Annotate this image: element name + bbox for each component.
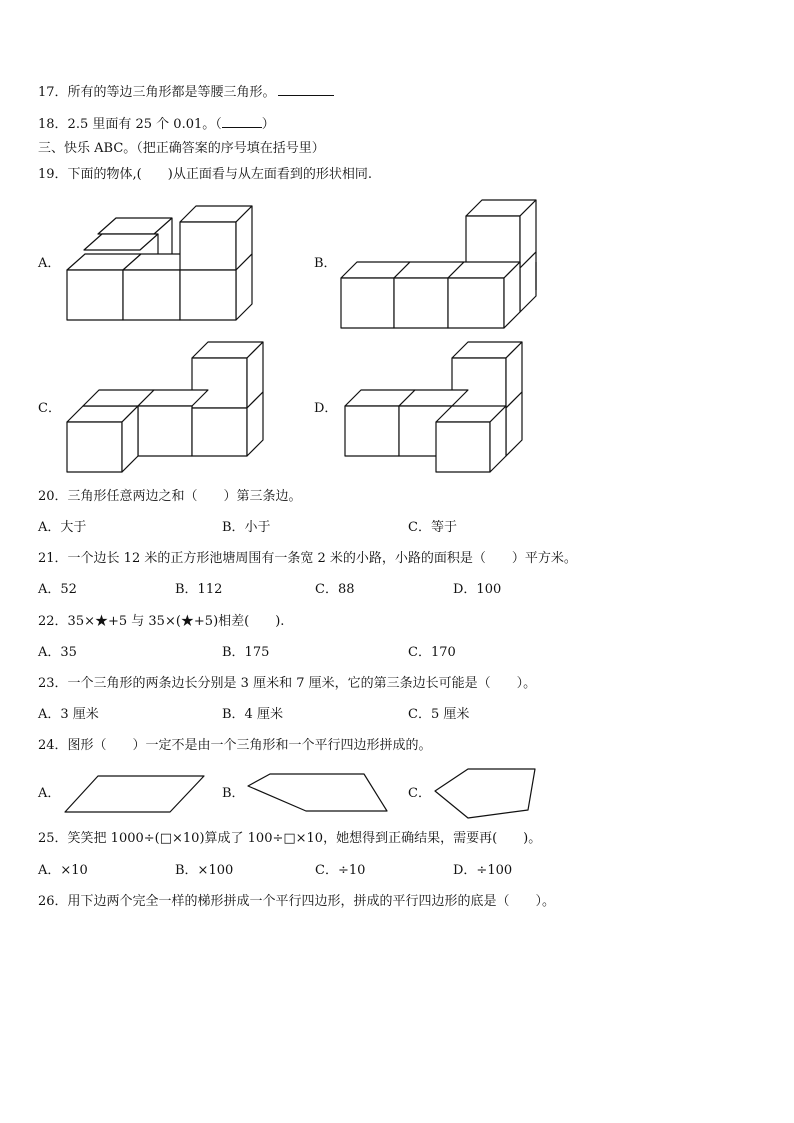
question-number: 19． [38, 167, 68, 182]
question-number: 26． [38, 894, 68, 909]
question-number: 21． [38, 551, 68, 566]
question-text: 下面的物体,( )从正面看与从左面看到的形状相同. [67, 167, 372, 182]
cube-figure-b [338, 196, 544, 330]
question-19 [38, 166, 372, 184]
question-text: 2.5 里面有 25 个 0.01。（ [67, 117, 222, 132]
question-25 [38, 830, 541, 848]
question-24 [38, 737, 432, 755]
option-c[interactable]: C．等于 [408, 520, 457, 535]
question-number: 22． [38, 614, 68, 629]
option-c-label[interactable]: C． [38, 401, 61, 416]
pentagon-shape-c [432, 766, 538, 822]
question-text: 图形（ ）一定不是由一个三角形和一个平行四边形拼成的。 [67, 738, 432, 753]
answer-blank[interactable] [278, 83, 334, 96]
question-text: 三角形任意两边之和（ ）第三条边。 [67, 489, 302, 504]
option-a[interactable]: A．大于 [38, 520, 87, 535]
question-26 [38, 893, 555, 911]
option-c[interactable]: C．5 厘米 [408, 707, 470, 722]
option-c[interactable]: C．88 [315, 582, 355, 597]
question-text-end: ） [261, 117, 275, 132]
option-b-label[interactable]: B． [222, 786, 245, 801]
question-text: 35×★+5 与 35×(★+5)相差( ). [67, 614, 285, 629]
question-number: 18． [38, 117, 68, 132]
question-text: 所有的等边三角形都是等腰三角形。 [67, 85, 276, 100]
question-23 [38, 675, 536, 693]
question-18 [38, 115, 275, 134]
question-text: 一个边长 12 米的正方形池塘周围有一条宽 2 米的小路，小路的面积是（ ）平方米。 [67, 551, 577, 566]
option-c[interactable]: C．170 [408, 645, 456, 660]
answer-blank[interactable] [222, 115, 262, 128]
question-21 [38, 550, 577, 568]
option-d[interactable]: D．÷100 [453, 863, 513, 878]
option-d-label[interactable]: D． [314, 401, 338, 416]
question-number: 20． [38, 489, 68, 504]
option-b[interactable]: B．175 [222, 645, 270, 660]
option-a[interactable]: A．×10 [38, 863, 88, 878]
option-b[interactable]: B．小于 [222, 520, 271, 535]
section-heading: 三、快乐 ABC。（把正确答案的序号填在括号里） [38, 141, 325, 156]
question-number: 25． [38, 831, 68, 846]
option-b-label[interactable]: B． [314, 256, 337, 271]
option-a-label[interactable]: A． [38, 786, 61, 801]
question-number: 24． [38, 738, 68, 753]
pentagon-shape-b [244, 770, 390, 816]
option-c[interactable]: C．÷10 [315, 863, 366, 878]
question-17 [38, 83, 334, 102]
option-a-label[interactable]: A． [38, 256, 61, 271]
question-22 [38, 613, 284, 631]
option-b[interactable]: B．4 厘米 [222, 707, 283, 722]
option-a[interactable]: A．35 [38, 645, 77, 660]
question-number: 23． [38, 676, 68, 691]
option-b[interactable]: B．×100 [175, 863, 234, 878]
cube-figure-c [60, 340, 266, 474]
cube-figure-d [340, 340, 530, 474]
question-text: 一个三角形的两条边长分别是 3 厘米和 7 厘米，它的第三条边长可能是（ ）。 [67, 676, 537, 691]
question-text: 笑笑把 1000÷(□×10)算成了 100÷□×10，她想得到正确结果，需要再( )。 [67, 831, 542, 846]
option-a[interactable]: A．52 [38, 582, 77, 597]
cube-figure-a [60, 200, 260, 325]
option-b[interactable]: B．112 [175, 582, 223, 597]
question-number: 17． [38, 85, 68, 100]
option-a[interactable]: A．3 厘米 [38, 707, 99, 722]
question-20 [38, 488, 302, 506]
question-text: 用下边两个完全一样的梯形拼成一个平行四边形，拼成的平行四边形的底是（ ）。 [67, 894, 556, 909]
trapezoid-shape-a [62, 772, 208, 816]
option-d[interactable]: D．100 [453, 582, 502, 597]
option-c-label[interactable]: C． [408, 786, 431, 801]
